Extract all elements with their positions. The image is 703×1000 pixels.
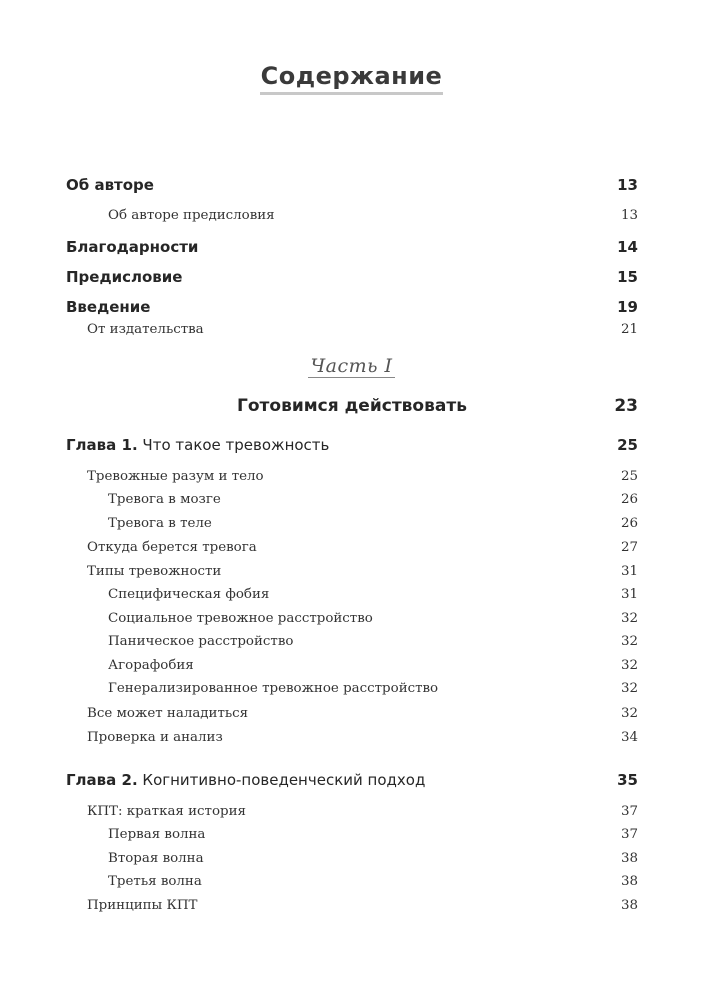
toc-entry-title: Предисловие	[66, 268, 183, 286]
toc-entry-title: Тревожные разум и тело	[87, 469, 264, 484]
toc-entry-page: 13	[617, 176, 638, 194]
toc-entry-page: 32	[620, 681, 638, 696]
toc-entry-page: 38	[620, 851, 638, 866]
toc-entry[interactable]	[66, 827, 638, 842]
toc-entry-title: Проверка и анализ	[87, 730, 223, 745]
toc-entry[interactable]	[66, 587, 638, 602]
toc-entry-title: Об авторе предисловия	[108, 208, 275, 223]
toc-entry-page: 37	[620, 804, 638, 819]
toc-entry-title: Все может наладиться	[87, 706, 249, 721]
part-label: Часть I	[310, 355, 393, 377]
toc-entry[interactable]	[66, 208, 638, 223]
toc-entry[interactable]	[66, 298, 638, 316]
toc-entry-title: Социальное тревожное расстройство	[108, 611, 373, 626]
chapter-page: 35	[617, 771, 638, 789]
toc-entry[interactable]	[66, 540, 638, 555]
toc-entry[interactable]	[66, 658, 638, 673]
toc-entry-page: 13	[620, 208, 638, 223]
toc-entry[interactable]	[66, 874, 638, 889]
toc-entry-page: 31	[620, 564, 638, 579]
toc-entry-page: 32	[620, 611, 638, 626]
toc-entry-title: Паническое расстройство	[108, 634, 294, 649]
toc-entry[interactable]	[66, 730, 638, 745]
part-page: 23	[614, 396, 638, 416]
part-title-text: Готовимся действовать	[237, 396, 467, 416]
toc-entry[interactable]	[66, 634, 638, 649]
toc-entry[interactable]	[66, 611, 638, 626]
toc-entry-title: Тревога в мозге	[108, 492, 221, 507]
toc-entry-title: Третья волна	[108, 874, 202, 889]
toc-entry-page: 15	[617, 268, 638, 286]
toc-entry-page: 26	[620, 516, 638, 531]
toc-entry[interactable]	[66, 176, 638, 194]
chapter-title	[66, 436, 617, 454]
toc-entry-title: Принципы КПТ	[87, 898, 198, 913]
chapter-title	[66, 771, 617, 789]
toc-entry-page: 32	[620, 706, 638, 721]
toc-entry-page: 21	[620, 322, 638, 337]
toc-entry[interactable]	[66, 322, 638, 337]
toc-entry-title: Специфическая фобия	[108, 587, 270, 602]
toc-entry-page: 34	[620, 730, 638, 745]
toc-entry-page: 32	[620, 634, 638, 649]
toc-entry[interactable]	[66, 516, 638, 531]
toc-entry[interactable]	[66, 564, 638, 579]
toc-entry-page: 25	[620, 469, 638, 484]
toc-entry-page: 32	[620, 658, 638, 673]
toc-entry-page: 26	[620, 492, 638, 507]
toc-entry[interactable]	[66, 804, 638, 819]
chapter-name: Что такое тревожность	[142, 436, 330, 454]
chapter-page: 25	[617, 436, 638, 454]
toc-entry-title: Об авторе	[66, 176, 154, 194]
toc-entry[interactable]	[66, 492, 638, 507]
chapter-prefix: Глава 2.	[66, 771, 138, 789]
toc-entry[interactable]	[66, 851, 638, 866]
toc-entry-page: 14	[617, 238, 638, 256]
chapter-name: Когнитивно-поведенческий подход	[142, 771, 426, 789]
toc-entry-title: От издательства	[87, 322, 204, 337]
toc-entry-title: Благодарности	[66, 238, 199, 256]
toc-entry[interactable]	[66, 469, 638, 484]
toc-entry-title: Вторая волна	[108, 851, 204, 866]
toc-entry-title: Тревога в теле	[108, 516, 212, 531]
toc-entry-title: Генерализированное тревожное расстройство	[108, 681, 439, 696]
toc-entry-page: 37	[620, 827, 638, 842]
toc-entry-title: Введение	[66, 298, 151, 316]
toc-entry-page: 19	[617, 298, 638, 316]
toc-entry-title: Откуда берется тревога	[87, 540, 257, 555]
toc-entry[interactable]	[66, 898, 638, 913]
chapter-heading[interactable]	[66, 771, 638, 789]
toc-entry-title: Агорафобия	[108, 658, 194, 673]
toc-entry-page: 38	[620, 874, 638, 889]
toc-entry[interactable]	[66, 706, 638, 721]
chapter-heading[interactable]	[66, 436, 638, 454]
toc-entry[interactable]	[66, 268, 638, 286]
toc-entry[interactable]	[66, 681, 638, 696]
toc-entry-page: 31	[620, 587, 638, 602]
chapter-prefix: Глава 1.	[66, 436, 138, 454]
toc-entry[interactable]	[66, 238, 638, 256]
page-title: Содержание	[0, 62, 703, 95]
toc-entry-page: 38	[620, 898, 638, 913]
toc-entry-page: 27	[620, 540, 638, 555]
toc-entry-title: Типы тревожности	[87, 564, 222, 579]
toc-entry-title: Первая волна	[108, 827, 206, 842]
toc-entry-title: КПТ: краткая история	[87, 804, 246, 819]
